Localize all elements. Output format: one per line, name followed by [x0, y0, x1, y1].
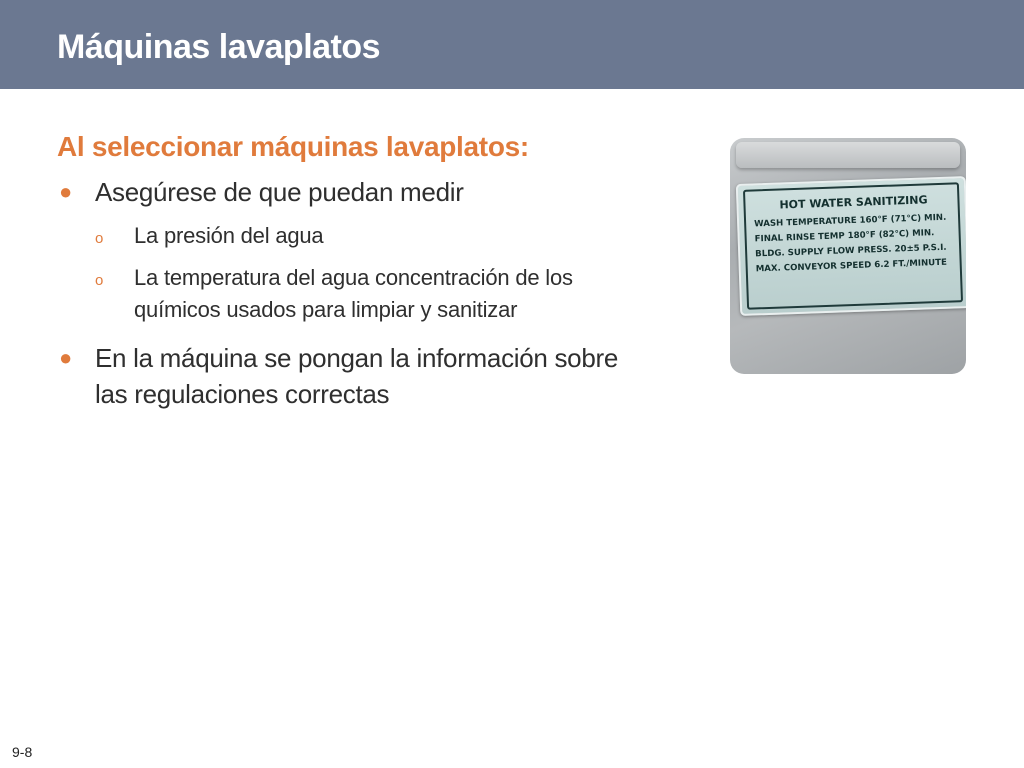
sub-bullet-text: La temperatura del agua concentración de los químicos usados para limpiar y sanitizar	[134, 265, 573, 322]
bullet-text: Asegúrese de que puedan medir	[95, 177, 464, 207]
content-heading: Al seleccionar máquinas lavaplatos:	[57, 131, 529, 162]
dishwasher-plate-photo	[730, 138, 966, 374]
bullet-item	[57, 340, 657, 412]
slide-content	[57, 128, 657, 412]
bullet-dot-icon: ●	[59, 345, 72, 370]
title-bar	[0, 0, 1024, 89]
bullet-text: En la máquina se pongan la información sobre las regulaciones correctas	[95, 343, 619, 409]
sub-bullet-text: La presión del agua	[134, 223, 324, 248]
sub-bullet-item	[95, 262, 657, 326]
bullet-item	[57, 174, 657, 210]
plate-line: MAX. CONVEYOR SPEED 6.2 FT./MINUTE	[755, 257, 948, 275]
plate-title: HOT WATER SANITIZING	[779, 193, 928, 212]
bullet-dot-icon: ●	[59, 179, 72, 204]
photo-machine-strip	[736, 142, 960, 168]
slide-number: 9-8	[12, 744, 33, 760]
slide-title: Máquinas lavaplatos	[57, 28, 381, 66]
sanitizing-plate	[736, 176, 966, 316]
sanitizing-plate-border	[743, 182, 963, 309]
sub-bullet-circle-icon: o	[95, 230, 104, 247]
sub-bullet-item	[95, 220, 657, 252]
plate-line: BLDG. SUPPLY FLOW PRESS. 20±5 P.S.I.	[755, 242, 947, 260]
plate-line: WASH TEMPERATURE 160°F (71°C) MIN.	[754, 212, 947, 230]
sub-bullet-circle-icon: o	[95, 272, 104, 289]
plate-line: FINAL RINSE TEMP 180°F (82°C) MIN.	[754, 228, 935, 245]
